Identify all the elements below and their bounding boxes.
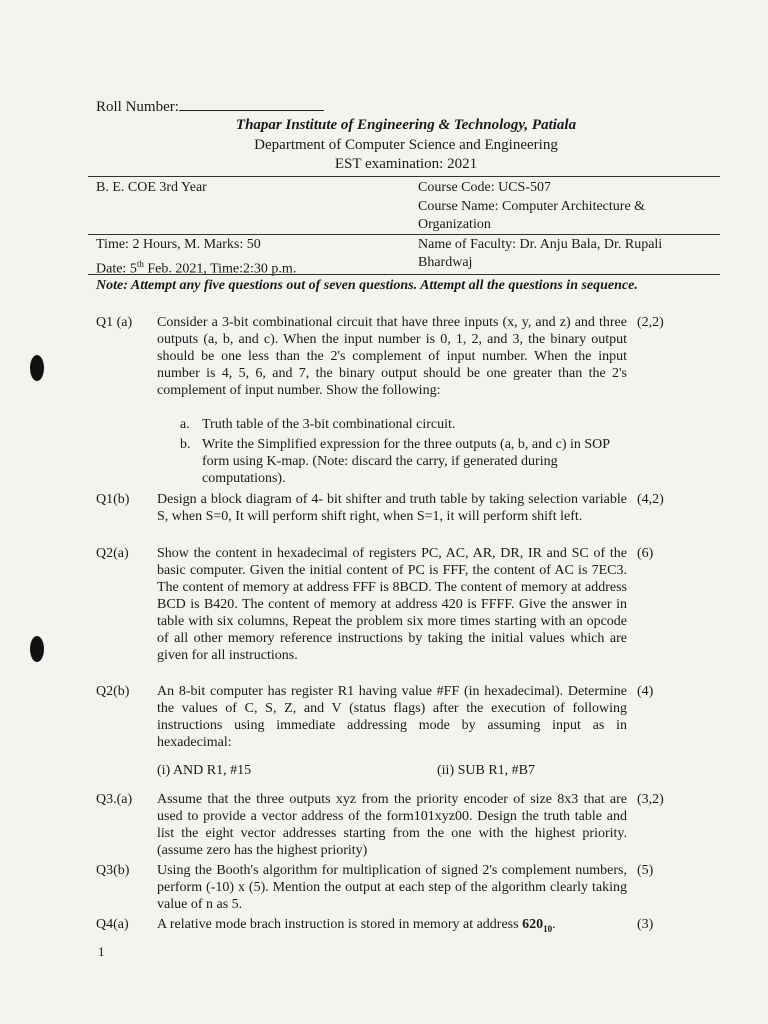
list-item: Truth table of the 3-bit combinational circuit. xyxy=(202,417,456,432)
list-marker: b. xyxy=(180,437,191,452)
question-label: Q2(a) xyxy=(96,546,129,561)
question-text: Using the Booth's algorithm for multiplication of signed 2's complement numbers, perform (-10) x (5). Mention the output at each step of the algorithm clearly taking value of n as 5. xyxy=(157,863,627,912)
divider xyxy=(88,274,720,275)
exam-date: Date: 5th Feb. 2021, Time:2:30 p.m. xyxy=(96,259,297,277)
divider xyxy=(88,176,720,177)
list-marker: a. xyxy=(180,417,190,432)
punch-hole xyxy=(30,355,44,381)
course-code: Course Code: UCS-507 xyxy=(418,180,551,195)
divider xyxy=(88,234,720,235)
question-label: Q3(b) xyxy=(96,863,130,878)
question-text: An 8-bit computer has register R1 having value #FF (in hexadecimal). Determine the values of C, S, Z, and V (status flags) after the execution of following instructions using immediate addressing mode by assuming input as in hexadecimal: xyxy=(157,684,627,750)
question-text: Design a block diagram of 4- bit shifter and truth table by taking selection variable S, when S=0, It will perform shift right, when S=1, it will perform shift left. xyxy=(157,492,627,524)
question-marks: (4,2) xyxy=(637,492,664,507)
question-marks: (2,2) xyxy=(637,315,664,330)
question-label: Q1(b) xyxy=(96,492,130,507)
question-label: Q4(a) xyxy=(96,917,129,932)
list-item: Write the Simplified expression for the three outputs (a, b, and c) in SOP form using K-map. (Note: discard the carry, if generated during computations). xyxy=(202,437,610,486)
roll-number-blank xyxy=(179,96,324,111)
instruction-option: (ii) SUB R1, #B7 xyxy=(437,763,536,778)
question-text: A relative mode brach instruction is stored in memory at address $620_{10}$. xyxy=(157,917,556,934)
question-marks: (4) xyxy=(637,684,654,699)
question-text: Assume that the three outputs xyz from the priority encoder of size 8x3 that are used to provide a vector address of the form101xyz00. Design the truth table and list the eight vector addresses starting from the one with the highest priority. (assume zero has the highest priority) xyxy=(157,792,627,858)
time-marks: Time: 2 Hours, M. Marks: 50 xyxy=(96,237,261,252)
exam-title: EST examination: 2021 xyxy=(334,156,478,172)
question-text: Consider a 3-bit combinational circuit that have three inputs (x, y, and z) and three outputs (a, b, and c). When the input number is 0, 1, 2, and 3, the binary output should be one less than the 2's complement of input number. When the input number is 4, 5, 6, and 7, the binary output should be one greater than the 2's complement of input number. Show the following: xyxy=(157,315,627,398)
question-label: Q1 (a) xyxy=(96,315,133,330)
punch-hole xyxy=(30,636,44,662)
course-name: Course Name: Computer Architecture & Organization xyxy=(418,199,646,232)
instruction-option: (i) AND R1, #15 xyxy=(157,763,252,778)
question-marks: (3) xyxy=(637,917,654,932)
faculty-names: Name of Faculty: Dr. Anju Bala, Dr. Rupali Bhardwaj xyxy=(418,237,663,270)
question-marks: (3,2) xyxy=(637,792,664,807)
page-number: 1 xyxy=(98,944,105,959)
roll-number xyxy=(96,96,324,116)
institute-name: Thapar Institute of Engineering & Technology, Patiala xyxy=(235,117,577,133)
question-text: Show the content in hexadecimal of registers PC, AC, AR, DR, IR and SC of the basic computer. Given the initial content of PC is FFF, the content of AC is 7EC3. The content of memory at address FFF is 8BCD. The content of memory at address BCD is B420. The content of memory at address 420 is FFFF. Give the answer in table with six columns, Repeat the problem six more times starting with an opcode of all other memory reference instructions by taking the initial values which are given for all instructions. xyxy=(157,546,627,663)
question-marks: (6) xyxy=(637,546,654,561)
question-label: Q3.(a) xyxy=(96,792,133,807)
question-marks: (5) xyxy=(637,863,654,878)
year-info: B. E. COE 3rd Year xyxy=(96,180,207,195)
exam-note: Note: Attempt any five questions out of seven questions. Attempt all the questions in sequence. xyxy=(96,278,638,293)
question-label: Q2(b) xyxy=(96,684,130,699)
roll-number-label: Roll Number: xyxy=(96,99,179,115)
department-name: Department of Computer Science and Engineering xyxy=(254,137,558,153)
